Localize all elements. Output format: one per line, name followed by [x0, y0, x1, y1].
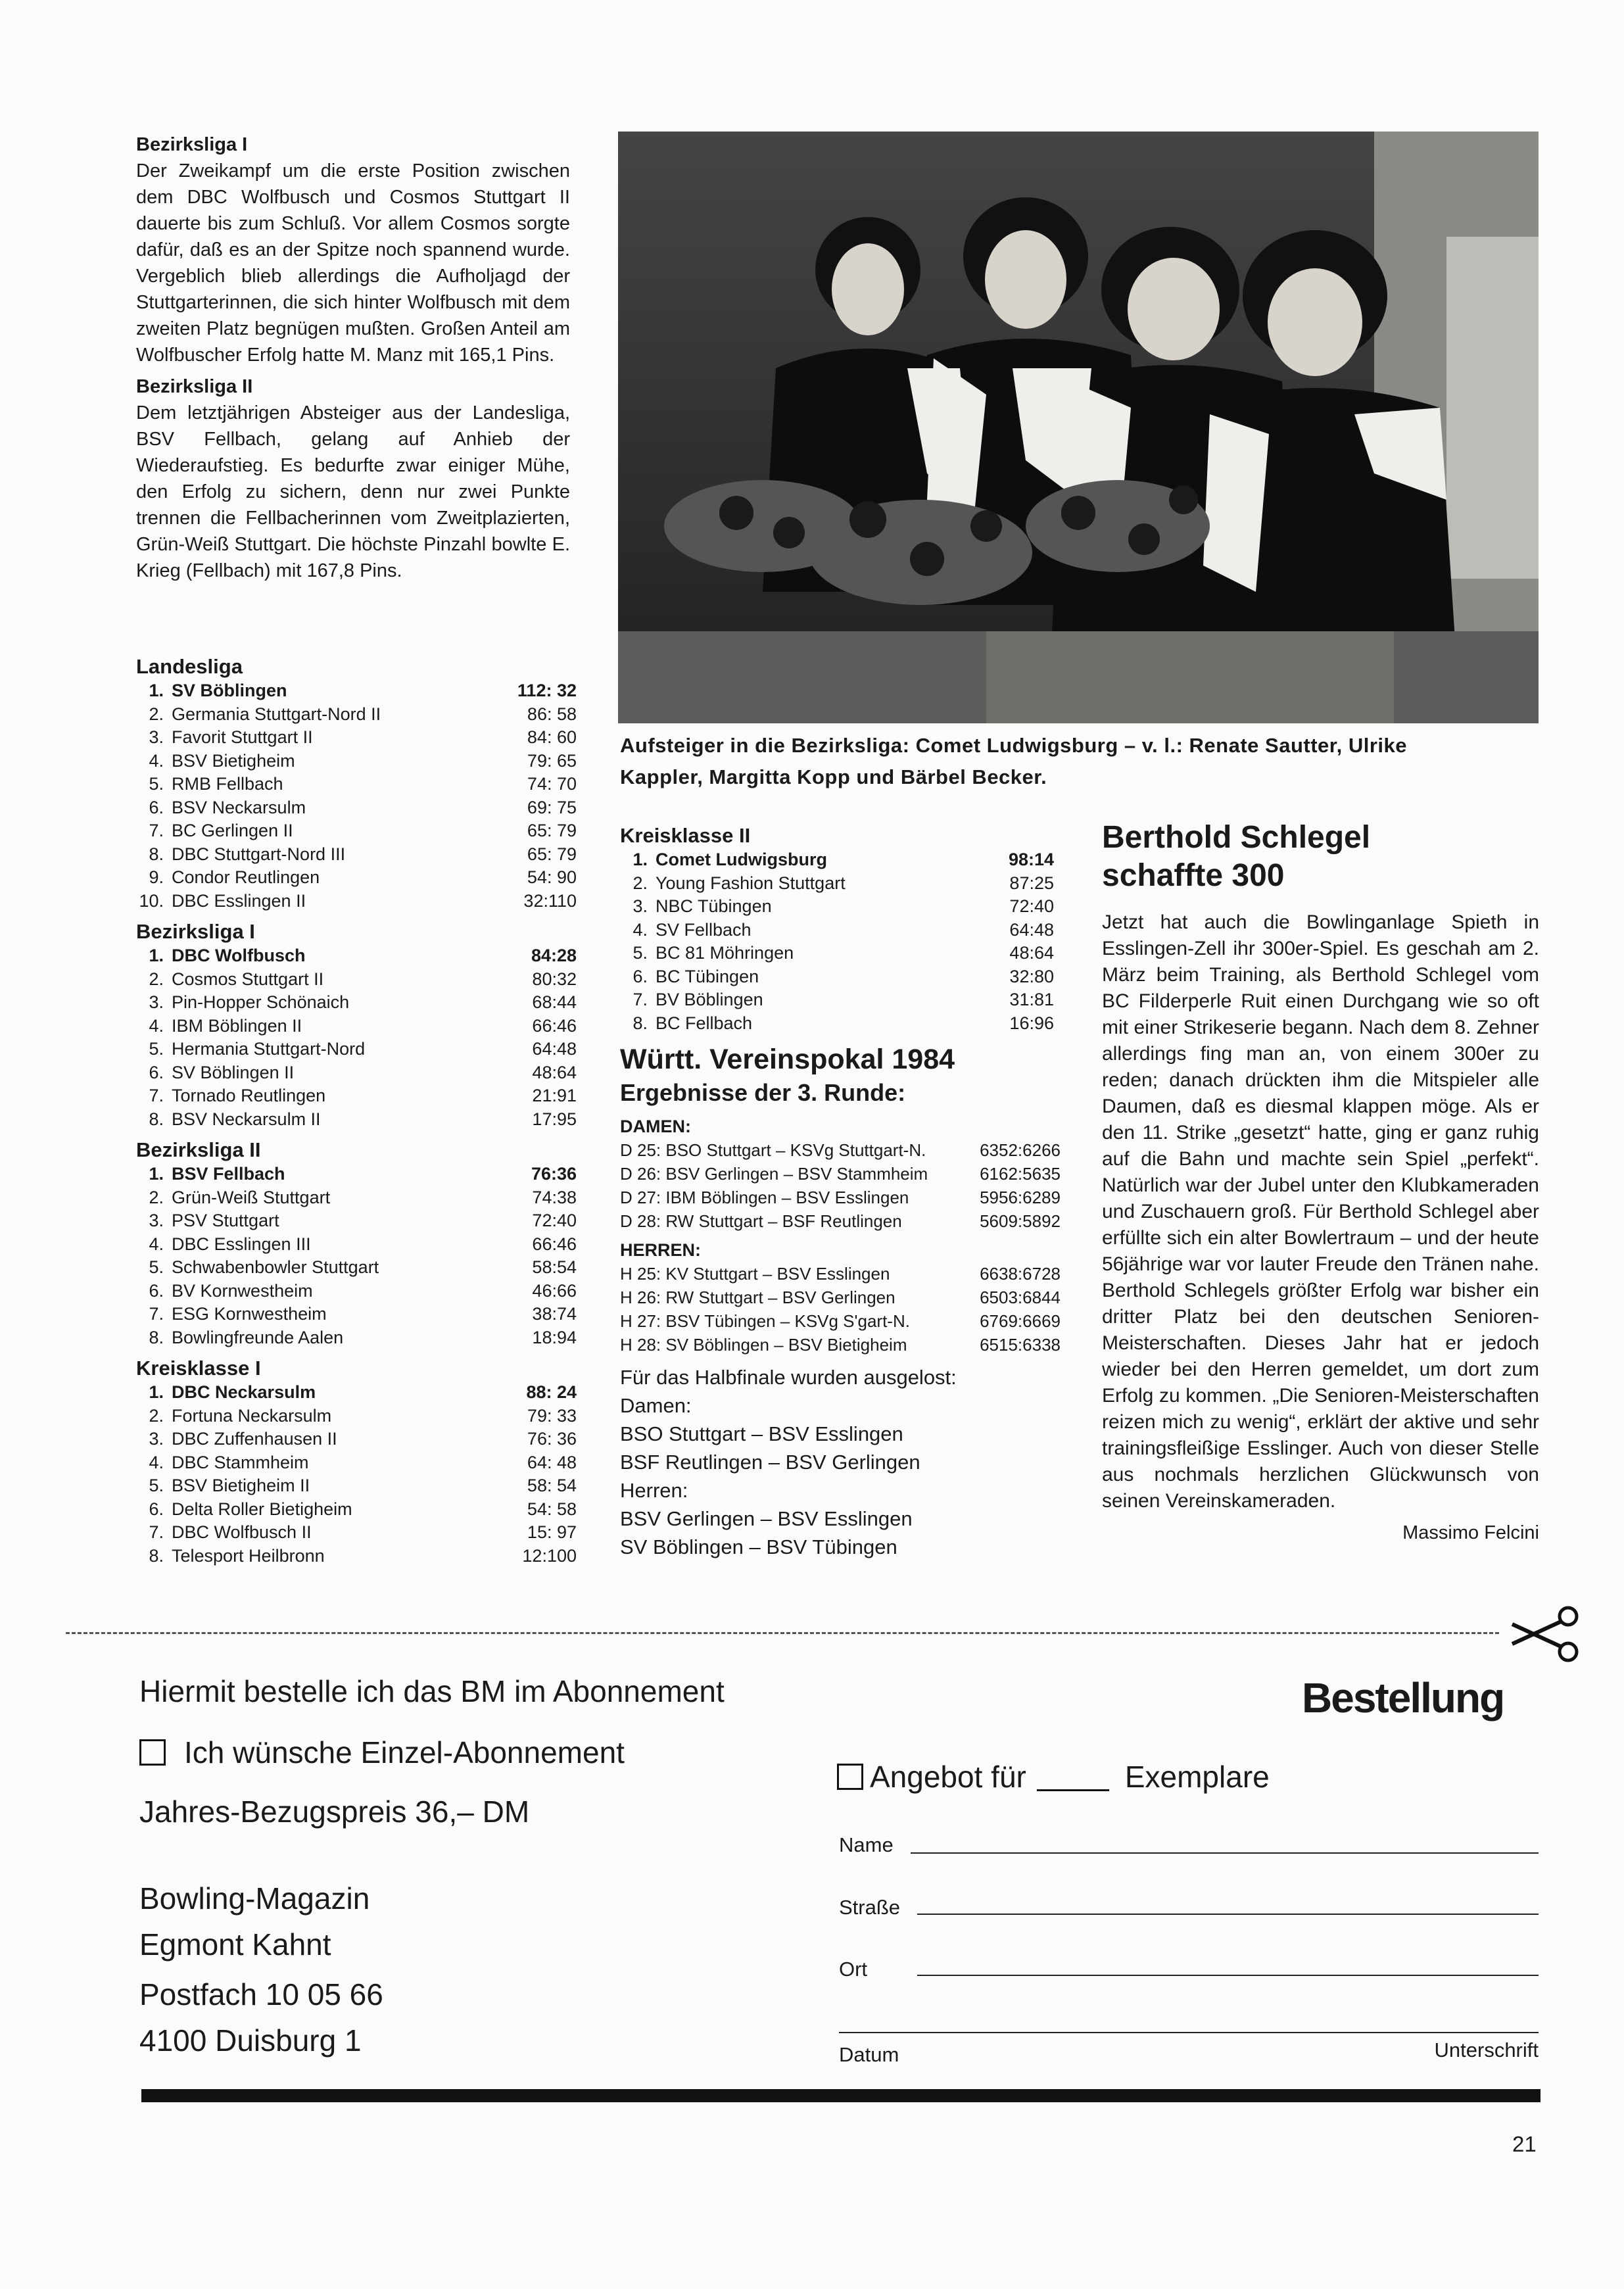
rank: 1.: [149, 1382, 164, 1402]
address-line: 4100 Duisburg 1: [139, 2023, 362, 2058]
table-row: [136, 703, 577, 727]
match-row: [620, 1286, 1061, 1309]
points: 66:46: [532, 1234, 577, 1254]
rank: 5.: [633, 943, 648, 963]
points: 48:64: [532, 1062, 577, 1082]
match-teams: D 28: RW Stuttgart – BSF Reutlingen: [620, 1211, 902, 1231]
herren-results: [620, 1262, 1061, 1357]
team-name: DBC Esslingen II: [172, 890, 306, 911]
points: 15: 97: [527, 1522, 577, 1542]
herren-label: HERREN:: [620, 1240, 702, 1260]
draw-line: SV Böblingen – BSV Tübingen: [620, 1535, 897, 1558]
match-teams: H 25: KV Stuttgart – BSV Esslingen: [620, 1264, 890, 1284]
table-row: [136, 1108, 577, 1132]
points: 58: 54: [527, 1476, 577, 1495]
table-row: [136, 1280, 577, 1303]
table-row: [620, 872, 1054, 896]
angebot-label-post: Exemplare: [1124, 1760, 1270, 1794]
left-heading-2: Bezirksliga II: [136, 376, 253, 397]
rank: 5.: [149, 774, 164, 794]
points: 72:40: [1009, 896, 1054, 916]
team-name: Tornado Reutlingen: [172, 1086, 326, 1105]
table-row: [136, 1084, 577, 1108]
standings-block: [136, 919, 577, 1131]
match-teams: D 27: IBM Böblingen – BSV Esslingen: [620, 1188, 909, 1207]
team-name: Pin-Hopper Schönaich: [172, 992, 350, 1012]
team-name: Condor Reutlingen: [172, 867, 320, 887]
bottom-rule: [141, 2089, 1540, 2102]
match-score: 5956:6289: [980, 1188, 1061, 1207]
table-row: [136, 1428, 577, 1451]
strasse-field[interactable]: [917, 1914, 1539, 1915]
rank: 7.: [633, 990, 648, 1009]
match-score: 6769:6669: [980, 1311, 1061, 1331]
table-row: [136, 1381, 577, 1405]
match-row: [620, 1209, 1061, 1233]
match-row: [620, 1162, 1061, 1186]
team-name: DBC Wolfbusch II: [172, 1522, 312, 1542]
signature-label: Unterschrift: [1434, 2038, 1539, 2061]
points: 76:36: [531, 1164, 577, 1184]
rank: 4.: [149, 1452, 164, 1472]
team-name: SV Böblingen: [172, 681, 287, 700]
table-row: [136, 819, 577, 843]
date-signature-field[interactable]: [839, 2032, 1539, 2033]
draw-line: BSO Stuttgart – BSV Esslingen: [620, 1422, 903, 1445]
rank: 6.: [149, 1499, 164, 1519]
points: 80:32: [532, 969, 577, 989]
team-name: ESG Kornwestheim: [172, 1304, 327, 1324]
rank: 10.: [139, 890, 164, 911]
team-name: BSV Bietigheim II: [172, 1476, 310, 1495]
standings-block: [136, 1356, 577, 1568]
checkbox-einzel-box[interactable]: [139, 1739, 166, 1766]
standings-title: Kreisklasse I: [136, 1357, 261, 1380]
match-teams: H 28: SV Böblingen – BSV Bietigheim: [620, 1335, 907, 1355]
rank: 2.: [149, 1405, 164, 1426]
standings-title: Bezirksliga II: [136, 1138, 261, 1161]
table-row: [136, 679, 577, 703]
team-name: Delta Roller Bietigheim: [172, 1499, 352, 1519]
checkbox-einzel-label: Ich wünsche Einzel-Abonnement: [184, 1735, 625, 1770]
table-row: [136, 726, 577, 750]
order-price: Jahres-Bezugspreis 36,– DM: [139, 1795, 530, 1829]
rank: 7.: [149, 821, 164, 840]
team-name: BC Tübingen: [656, 966, 759, 986]
rank: 1.: [633, 850, 648, 869]
table-row: [136, 1451, 577, 1475]
rank: 1.: [149, 681, 164, 700]
team-photo-icon: [618, 132, 1539, 723]
rank: 6.: [633, 966, 648, 986]
quantity-field[interactable]: [1037, 1763, 1109, 1791]
rank: 8.: [149, 844, 164, 864]
team-name: Comet Ludwigsburg: [656, 850, 827, 869]
table-row: [620, 942, 1054, 965]
rank: 6.: [149, 1280, 164, 1301]
rank: 3.: [633, 896, 648, 916]
points: 16:96: [1009, 1013, 1054, 1033]
rank: 8.: [633, 1013, 648, 1033]
points: 79: 65: [527, 750, 577, 771]
left-article: [136, 132, 570, 589]
table-row: [136, 1474, 577, 1498]
team-name: BC Gerlingen II: [172, 821, 293, 840]
team-name: DBC Stuttgart-Nord III: [172, 844, 346, 864]
pokal-subtitle: Ergebnisse der 3. Runde:: [620, 1079, 906, 1106]
rank: 7.: [149, 1304, 164, 1324]
points: 54: 58: [527, 1499, 577, 1519]
points: 74: 70: [527, 774, 577, 794]
table-row: [136, 944, 577, 968]
draw-line: BSF Reutlingen – BSV Gerlingen: [620, 1451, 920, 1474]
rank: 2.: [149, 704, 164, 724]
team-name: BC Fellbach: [656, 1013, 753, 1033]
points: 79: 33: [527, 1405, 577, 1426]
checkbox-angebot[interactable]: [837, 1759, 1270, 1795]
rank: 3.: [149, 1429, 164, 1449]
rank: 8.: [149, 1109, 164, 1129]
rank: 2.: [149, 969, 164, 989]
points: 64:48: [1009, 919, 1054, 940]
points: 65: 79: [527, 821, 577, 840]
table-row: [136, 1061, 577, 1085]
team-name: Germania Stuttgart-Nord II: [172, 704, 381, 724]
match-row: [620, 1138, 1061, 1162]
team-name: DBC Stammheim: [172, 1452, 309, 1472]
ort-label: Ort: [839, 1958, 868, 1981]
match-row: [620, 1262, 1061, 1286]
team-name: BSV Neckarsulm: [172, 797, 306, 817]
team-name: SV Fellbach: [656, 919, 752, 940]
points: 38:74: [532, 1304, 577, 1324]
team-name: Bowlingfreunde Aalen: [172, 1327, 344, 1347]
points: 84: 60: [527, 727, 577, 747]
team-name: PSV Stuttgart: [172, 1211, 279, 1230]
points: 112: 32: [517, 681, 577, 700]
table-row: [136, 1186, 577, 1210]
table-row: [136, 1256, 577, 1280]
points: 84:28: [531, 946, 577, 965]
team-name: Favorit Stuttgart II: [172, 727, 313, 747]
rank: 5.: [149, 1257, 164, 1277]
team-name: SV Böblingen II: [172, 1062, 295, 1082]
table-row: [136, 773, 577, 796]
points: 74:38: [532, 1187, 577, 1207]
rank: 4.: [149, 1015, 164, 1036]
rank: 3.: [149, 1211, 164, 1230]
team-name: DBC Neckarsulm: [172, 1382, 316, 1402]
table-row: [620, 1012, 1054, 1036]
points: 54: 90: [527, 867, 577, 887]
match-row: [620, 1333, 1061, 1357]
angebot-label-pre: Angebot für: [870, 1760, 1026, 1794]
points: 76: 36: [527, 1429, 577, 1449]
standings-block: [136, 1138, 577, 1349]
match-score: 6515:6338: [980, 1335, 1061, 1355]
team-name: BV Kornwestheim: [172, 1280, 313, 1301]
name-field[interactable]: [911, 1852, 1539, 1854]
match-score: 6638:6728: [980, 1264, 1061, 1284]
damen-results: [620, 1138, 1061, 1233]
article-author: Massimo Felcini: [1402, 1522, 1539, 1543]
points: 17:95: [532, 1109, 577, 1129]
kreisklasse2-title: Kreisklasse II: [620, 824, 751, 847]
team-name: BV Böblingen: [656, 990, 763, 1009]
rank: 2.: [149, 1187, 164, 1207]
rank: 7.: [149, 1522, 164, 1542]
left-body-2: Dem letztjährigen Absteiger aus der Landesliga, BSV Fellbach, gelang auf Anhieb der Wiederaufstieg. Es bedurfte zwar einiger Mühe, den Erfolg zu sichern, denn nur zwei Punkte trennen die Fellbacherinnen vom Zweitplazierten, Grün-Weiß Stuttgart. Die höchste Pinzahl bowlte E. Krieg (Fellbach) mit 167,8 Pins.: [136, 402, 570, 581]
points: 68:44: [532, 992, 577, 1012]
team-name: BC 81 Möhringen: [656, 943, 794, 963]
points: 66:46: [532, 1015, 577, 1036]
match-row: [620, 1309, 1061, 1333]
rank: 8.: [149, 1545, 164, 1566]
photo-caption: Aufsteiger in die Bezirksliga: Comet Ludwigsburg – v. l.: Renate Sautter, Ulrike Kappler, Margitta Kopp und Bärbel Becker.: [620, 734, 1408, 788]
points: 31:81: [1009, 990, 1054, 1009]
points: 48:64: [1009, 943, 1054, 963]
team-name: Cosmos Stuttgart II: [172, 969, 324, 989]
damen-label: DAMEN:: [620, 1117, 691, 1136]
table-row: [136, 1163, 577, 1186]
table-row: [136, 866, 577, 890]
checkbox-einzel[interactable]: [139, 1735, 625, 1770]
page-number: 21: [1512, 2132, 1537, 2156]
rank: 4.: [633, 919, 648, 940]
points: 64: 48: [527, 1452, 577, 1472]
standings-title: Bezirksliga I: [136, 920, 255, 943]
table-row: [136, 750, 577, 773]
points: 21:91: [532, 1086, 577, 1105]
team-name: NBC Tübingen: [656, 896, 772, 916]
rank: 3.: [149, 992, 164, 1012]
points: 32:110: [523, 890, 577, 911]
rank: 4.: [149, 750, 164, 771]
left-heading-1: Bezirksliga I: [136, 134, 248, 155]
order-title: Bestellung: [1302, 1674, 1504, 1722]
address-line: Egmont Kahnt: [139, 1927, 331, 1962]
table-row: [620, 988, 1054, 1012]
ort-field[interactable]: [917, 1975, 1539, 1976]
team-name: Schwabenbowler Stuttgart: [172, 1257, 379, 1277]
standings-tables: [136, 654, 577, 1574]
team-name: Grün-Weiß Stuttgart: [172, 1187, 331, 1207]
pokal-title: Württ. Vereinspokal 1984: [620, 1044, 955, 1075]
team-name: Fortuna Neckarsulm: [172, 1405, 332, 1426]
points: 88: 24: [526, 1382, 577, 1402]
rank: 5.: [149, 1476, 164, 1495]
pokal-section: [620, 1042, 1061, 1561]
strasse-label: Straße: [839, 1896, 901, 1919]
date-label: Datum: [839, 2043, 899, 2066]
match-score: 6503:6844: [980, 1288, 1061, 1307]
rank: 9.: [149, 867, 164, 887]
kreisklasse2-table: [620, 823, 1054, 1035]
rank: 5.: [149, 1039, 164, 1059]
rank: 3.: [149, 727, 164, 747]
cut-line: [66, 1632, 1499, 1634]
table-row: [136, 1209, 577, 1233]
table-row: [136, 1326, 577, 1350]
table-row: [136, 1303, 577, 1326]
points: 12:100: [522, 1545, 577, 1566]
draw-line: Herren:: [620, 1479, 688, 1502]
team-name: RMB Fellbach: [172, 774, 283, 794]
checkbox-angebot-box[interactable]: [837, 1764, 863, 1790]
match-teams: H 26: RW Stuttgart – BSV Gerlingen: [620, 1288, 896, 1307]
rank: 2.: [633, 873, 648, 893]
team-photo: [618, 132, 1539, 723]
match-teams: H 27: BSV Tübingen – KSVg S'gart-N.: [620, 1311, 910, 1331]
team-name: BSV Fellbach: [172, 1164, 285, 1184]
table-row: [136, 843, 577, 867]
article-body: Jetzt hat auch die Bowlinganlage Spieth in Esslingen-Zell ihr 300er-Spiel. Es geschah am 2. März beim Training, als Berthold Schlegel vom BC Filderperle Ruit einen Durchgang wie so oft mit einer Strikeserie begann. Nach dem 8. Zehner allerdings fing man an, von einem 300er zu reden; danach drückten ihm die Mitspieler alle Daumen, daß es diesmal klappen möge. Als er den 11. Strike „gesetzt“ hatte, ging er ganz ruhig auf die Bahn und machte sein Spiel „perfekt“. Natürlich war der Jubel unter den Klubkameraden und Zuschauern groß. Für Berthold Schlegel aber erfüllte sich ein alter Bowlertraum – und der heute 56jährige war vor lauter Freude den Tränen nahe. Berthold Schlegels größter Erfolg war bisher ein dritter Platz bei den deutschen Senioren-Meisterschaften. Dieses Jahr hat er jedoch wieder bei den Herren gemeldet, um dort zum Erfolg zu kommen. „Die Senioren-Meisterschaften reizen mich zu wenig“, erklärt der aktive und sehr trainingsfleißige Esslinger. Auch von dieser Stelle aus nochmals herzlichen Glückwunsch von seinen Vereinskameraden.: [1102, 911, 1539, 1512]
match-score: 6162:5635: [980, 1164, 1061, 1184]
rank: 4.: [149, 1234, 164, 1254]
points: 64:48: [532, 1039, 577, 1059]
standings-title: Landesliga: [136, 655, 243, 678]
halbfinale-draw: [620, 1363, 1061, 1561]
standings-block: [136, 654, 577, 913]
rank: 6.: [149, 1062, 164, 1082]
match-score: 6352:6266: [980, 1140, 1061, 1160]
table-row: [620, 895, 1054, 919]
table-row: [136, 991, 577, 1015]
points: 46:66: [532, 1280, 577, 1301]
table-row: [620, 919, 1054, 942]
team-name: DBC Zuffenhausen II: [172, 1429, 337, 1449]
team-name: BSV Neckarsulm II: [172, 1109, 321, 1129]
rank: 6.: [149, 797, 164, 817]
rank: 1.: [149, 1164, 164, 1184]
address-line: Postfach 10 05 66: [139, 1977, 383, 2012]
team-name: Telesport Heilbronn: [172, 1545, 325, 1566]
points: 58:54: [532, 1257, 577, 1277]
table-row: [136, 1405, 577, 1428]
table-row: [136, 1521, 577, 1545]
points: 87:25: [1009, 873, 1054, 893]
points: 65: 79: [527, 844, 577, 864]
draw-line: Für das Halbfinale wurden ausgelost:: [620, 1366, 957, 1389]
match-row: [620, 1186, 1061, 1209]
match-teams: D 26: BSV Gerlingen – BSV Stammheim: [620, 1164, 928, 1184]
draw-line: BSV Gerlingen – BSV Esslingen: [620, 1507, 913, 1530]
team-name: BSV Bietigheim: [172, 750, 295, 771]
team-name: DBC Esslingen III: [172, 1234, 311, 1254]
table-row: [136, 1038, 577, 1061]
order-address: [139, 1875, 383, 2063]
match-score: 5609:5892: [980, 1211, 1061, 1231]
address-line: Bowling-Magazin: [139, 1881, 370, 1916]
team-name: IBM Böblingen II: [172, 1015, 302, 1036]
points: 18:94: [532, 1327, 577, 1347]
article-title: Berthold Schlegel schaffte 300: [1102, 820, 1371, 893]
table-row: [620, 965, 1054, 989]
rank: 8.: [149, 1327, 164, 1347]
points: 32:80: [1009, 966, 1054, 986]
table-row: [136, 1233, 577, 1257]
table-row: [136, 1498, 577, 1522]
rank: 1.: [149, 946, 164, 965]
table-row: [136, 890, 577, 913]
points: 86: 58: [527, 704, 577, 724]
table-row: [136, 796, 577, 820]
table-row: [136, 1545, 577, 1568]
points: 98:14: [1008, 850, 1054, 869]
left-body-1: Der Zweikampf um die erste Position zwischen dem DBC Wolfbusch und Cosmos Stuttgart II dauerte bis zum Schluß. Vor allem Cosmos sorgte dafür, daß es an der Spitze noch spannend wurde. Vergeblich blieb allerdings die Aufholjagd der Stuttgarterinnen, die sich hinter Wolfbusch mit dem zweiten Platz begnügen mußten. Großen Anteil am Wolfbuscher Erfolg hatte M. Manz mit 165,1 Pins.: [136, 160, 570, 366]
points: 69: 75: [527, 797, 577, 817]
team-name: DBC Wolfbusch: [172, 946, 306, 965]
draw-line: Damen:: [620, 1394, 692, 1417]
table-row: [136, 1015, 577, 1038]
order-heading: Hiermit bestelle ich das BM im Abonnement: [139, 1674, 725, 1708]
match-teams: D 25: BSO Stuttgart – KSVg Stuttgart-N.: [620, 1140, 926, 1160]
table-row: [136, 968, 577, 992]
team-name: Young Fashion Stuttgart: [656, 873, 846, 893]
scissors-icon: [1506, 1604, 1585, 1664]
article: [1102, 819, 1539, 1546]
table-row: [620, 848, 1054, 872]
name-label: Name: [839, 1833, 894, 1856]
points: 72:40: [532, 1211, 577, 1230]
rank: 7.: [149, 1086, 164, 1105]
team-name: Hermania Stuttgart-Nord: [172, 1039, 366, 1059]
